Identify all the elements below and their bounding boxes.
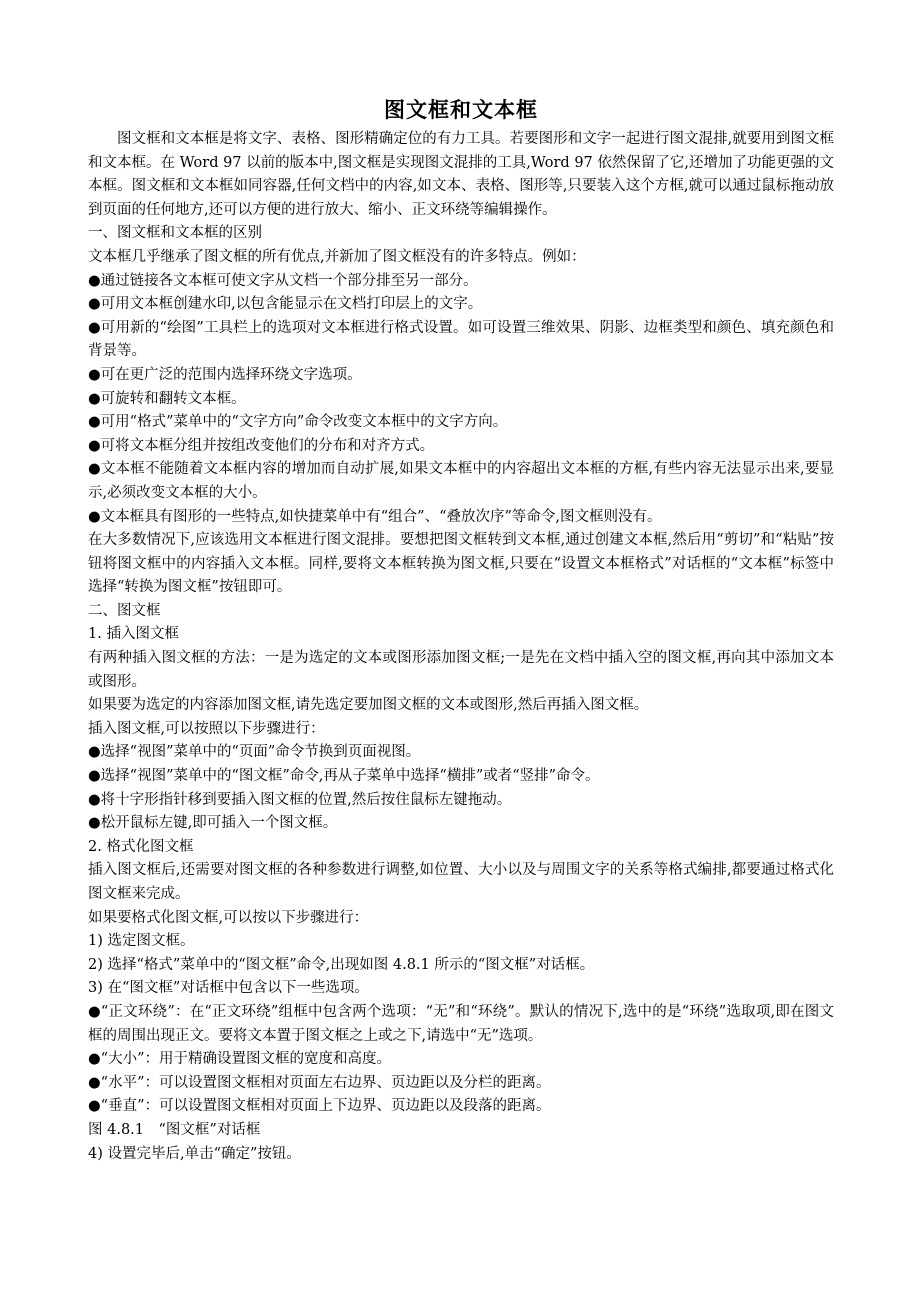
bullet-item: ●可在更广泛的范围内选择环绕文字选项。 bbox=[88, 366, 362, 383]
bullet-item: ●选择“视图”菜单中的“图文框”命令,再从子菜单中选择“横排”或者“竖排”命令。 bbox=[88, 768, 600, 785]
bullet-item: ●可用文本框创建水印,以包含能显示在文档打印层上的文字。 bbox=[88, 296, 483, 313]
step-item: 3) 在“图文框”对话框中包含以下一些选项。 bbox=[88, 980, 369, 997]
step-item: 4) 设置完毕后,单击“确定”按钮。 bbox=[88, 1145, 301, 1162]
paragraph: 文本框几乎继承了图文框的所有优点,并新加了图文框没有的许多特点。例如： bbox=[88, 248, 586, 265]
paragraph: 如果要格式化图文框,可以按以下步骤进行： bbox=[88, 909, 369, 926]
bullet-item: ●“水平”：可以设置图文框相对页面左右边界、页边距以及分栏的距离。 bbox=[88, 1074, 551, 1091]
bullet-item: ●文本框具有图形的一些特点,如快捷菜单中有“组合”、“叠放次序”等命令,图文框则没有。 bbox=[88, 508, 662, 525]
bullet-item: ●“垂直”：可以设置图文框相对页面上下边界、页边距以及段落的距离。 bbox=[88, 1098, 551, 1115]
bullet-item: ●可用新的“绘图”工具栏上的选项对文本框进行格式设置。如可设置三维效果、阴影、边框类型和颜色、填充颜色和背景等。 bbox=[88, 319, 834, 360]
intro-paragraph: 图文框和文本框是将文字、表格、图形精确定位的有力工具。若要图形和文字一起进行图文混排,就要用到图文框和文本框。在 Word 97 以前的版本中,图文框是实现图文混排的工具,Word 97 依然保留了它,还增加了功能更强的文本框。图文框和文本框如同容器,任何文档中的内容,如文本、表格、图形等,只要装入这个方框,就可以通过鼠标拖动放到页面的任何地方,还可以方便的进行放大、缩小、正文环绕等编辑操作。 bbox=[88, 131, 834, 218]
paragraph: 插入图文框,可以按照以下步骤进行： bbox=[88, 720, 325, 737]
bullet-item: ●可旋转和翻转文本框。 bbox=[88, 390, 246, 407]
figure-caption: 图 4.8.1 “图文框”对话框 bbox=[88, 1121, 261, 1138]
bullet-item: ●可用“格式”菜单中的“文字方向”命令改变文本框中的文字方向。 bbox=[88, 414, 508, 431]
paragraph: 有两种插入图文框的方法：一是为选定的文本或图形添加图文框;一是先在文档中插入空的图文框,再向其中添加文本或图形。 bbox=[88, 650, 834, 690]
step-item: 1) 选定图文框。 bbox=[88, 933, 195, 950]
bullet-item: ●选择“视图”菜单中的“页面”命令节换到页面视图。 bbox=[88, 744, 421, 761]
section-heading-2: 二、图文框 bbox=[88, 602, 161, 619]
bullet-item: ●将十字形指针移到要插入图文框的位置,然后按住鼠标左键拖动。 bbox=[88, 791, 512, 808]
bullet-item: ●松开鼠标左键,即可插入一个图文框。 bbox=[88, 815, 338, 832]
paragraph: 如果要为选定的内容添加图文框,请先选定要加图文框的文本或图形,然后再插入图文框。 bbox=[88, 697, 649, 714]
document-page bbox=[88, 96, 834, 1166]
bullet-item: ●“大小”：用于精确设置图文框的宽度和高度。 bbox=[88, 1051, 391, 1068]
bullet-item: ●文本框不能随着文本框内容的增加而自动扩展,如果文本框中的内容超出文本框的方框,有些内容无法显示出来,要显示,必须改变文本框的大小。 bbox=[88, 461, 834, 501]
bullet-item: ●“正文环绕”：在“正文环绕”组框中包含两个选项：“无”和“环绕”。默认的情况下,选中的是“环绕”选取项,即在图文框的周围出现正文。要将文本置于图文框之上或之下,请选中“无”选项。 bbox=[88, 1003, 834, 1044]
step-item: 2) 选择“格式”菜单中的“图文框”命令,出现如图 4.8.1 所示的“图文框”对话框。 bbox=[88, 956, 595, 973]
section-heading-1: 一、图文框和文本框的区别 bbox=[88, 225, 262, 242]
paragraph: 在大多数情况下,应该选用文本框进行图文混排。要想把图文框转到文本框,通过创建文本框,然后用“剪切”和“粘贴”按钮将图文框中的内容插入文本框。同样,要将文本框转换为图文框,只要在“设置文本框格式”对话框的“文本框”标签中选择“转换为图文框”按钮即可。 bbox=[88, 532, 834, 596]
subsection-heading: 1. 插入图文框 bbox=[88, 626, 179, 643]
bullet-item: ●可将文本框分组并按组改变他们的分布和对齐方式。 bbox=[88, 437, 435, 454]
subsection-heading: 2. 格式化图文框 bbox=[88, 838, 194, 855]
bullet-item: ●通过链接各文本框可使文字从文档一个部分排至另一部分。 bbox=[88, 272, 478, 289]
paragraph: 插入图文框后,还需要对图文框的各种参数进行调整,如位置、大小以及与周围文字的关系等格式编排,都要通过格式化图文框来完成。 bbox=[88, 862, 834, 902]
document-title: 图文框和文本框 bbox=[384, 98, 538, 122]
